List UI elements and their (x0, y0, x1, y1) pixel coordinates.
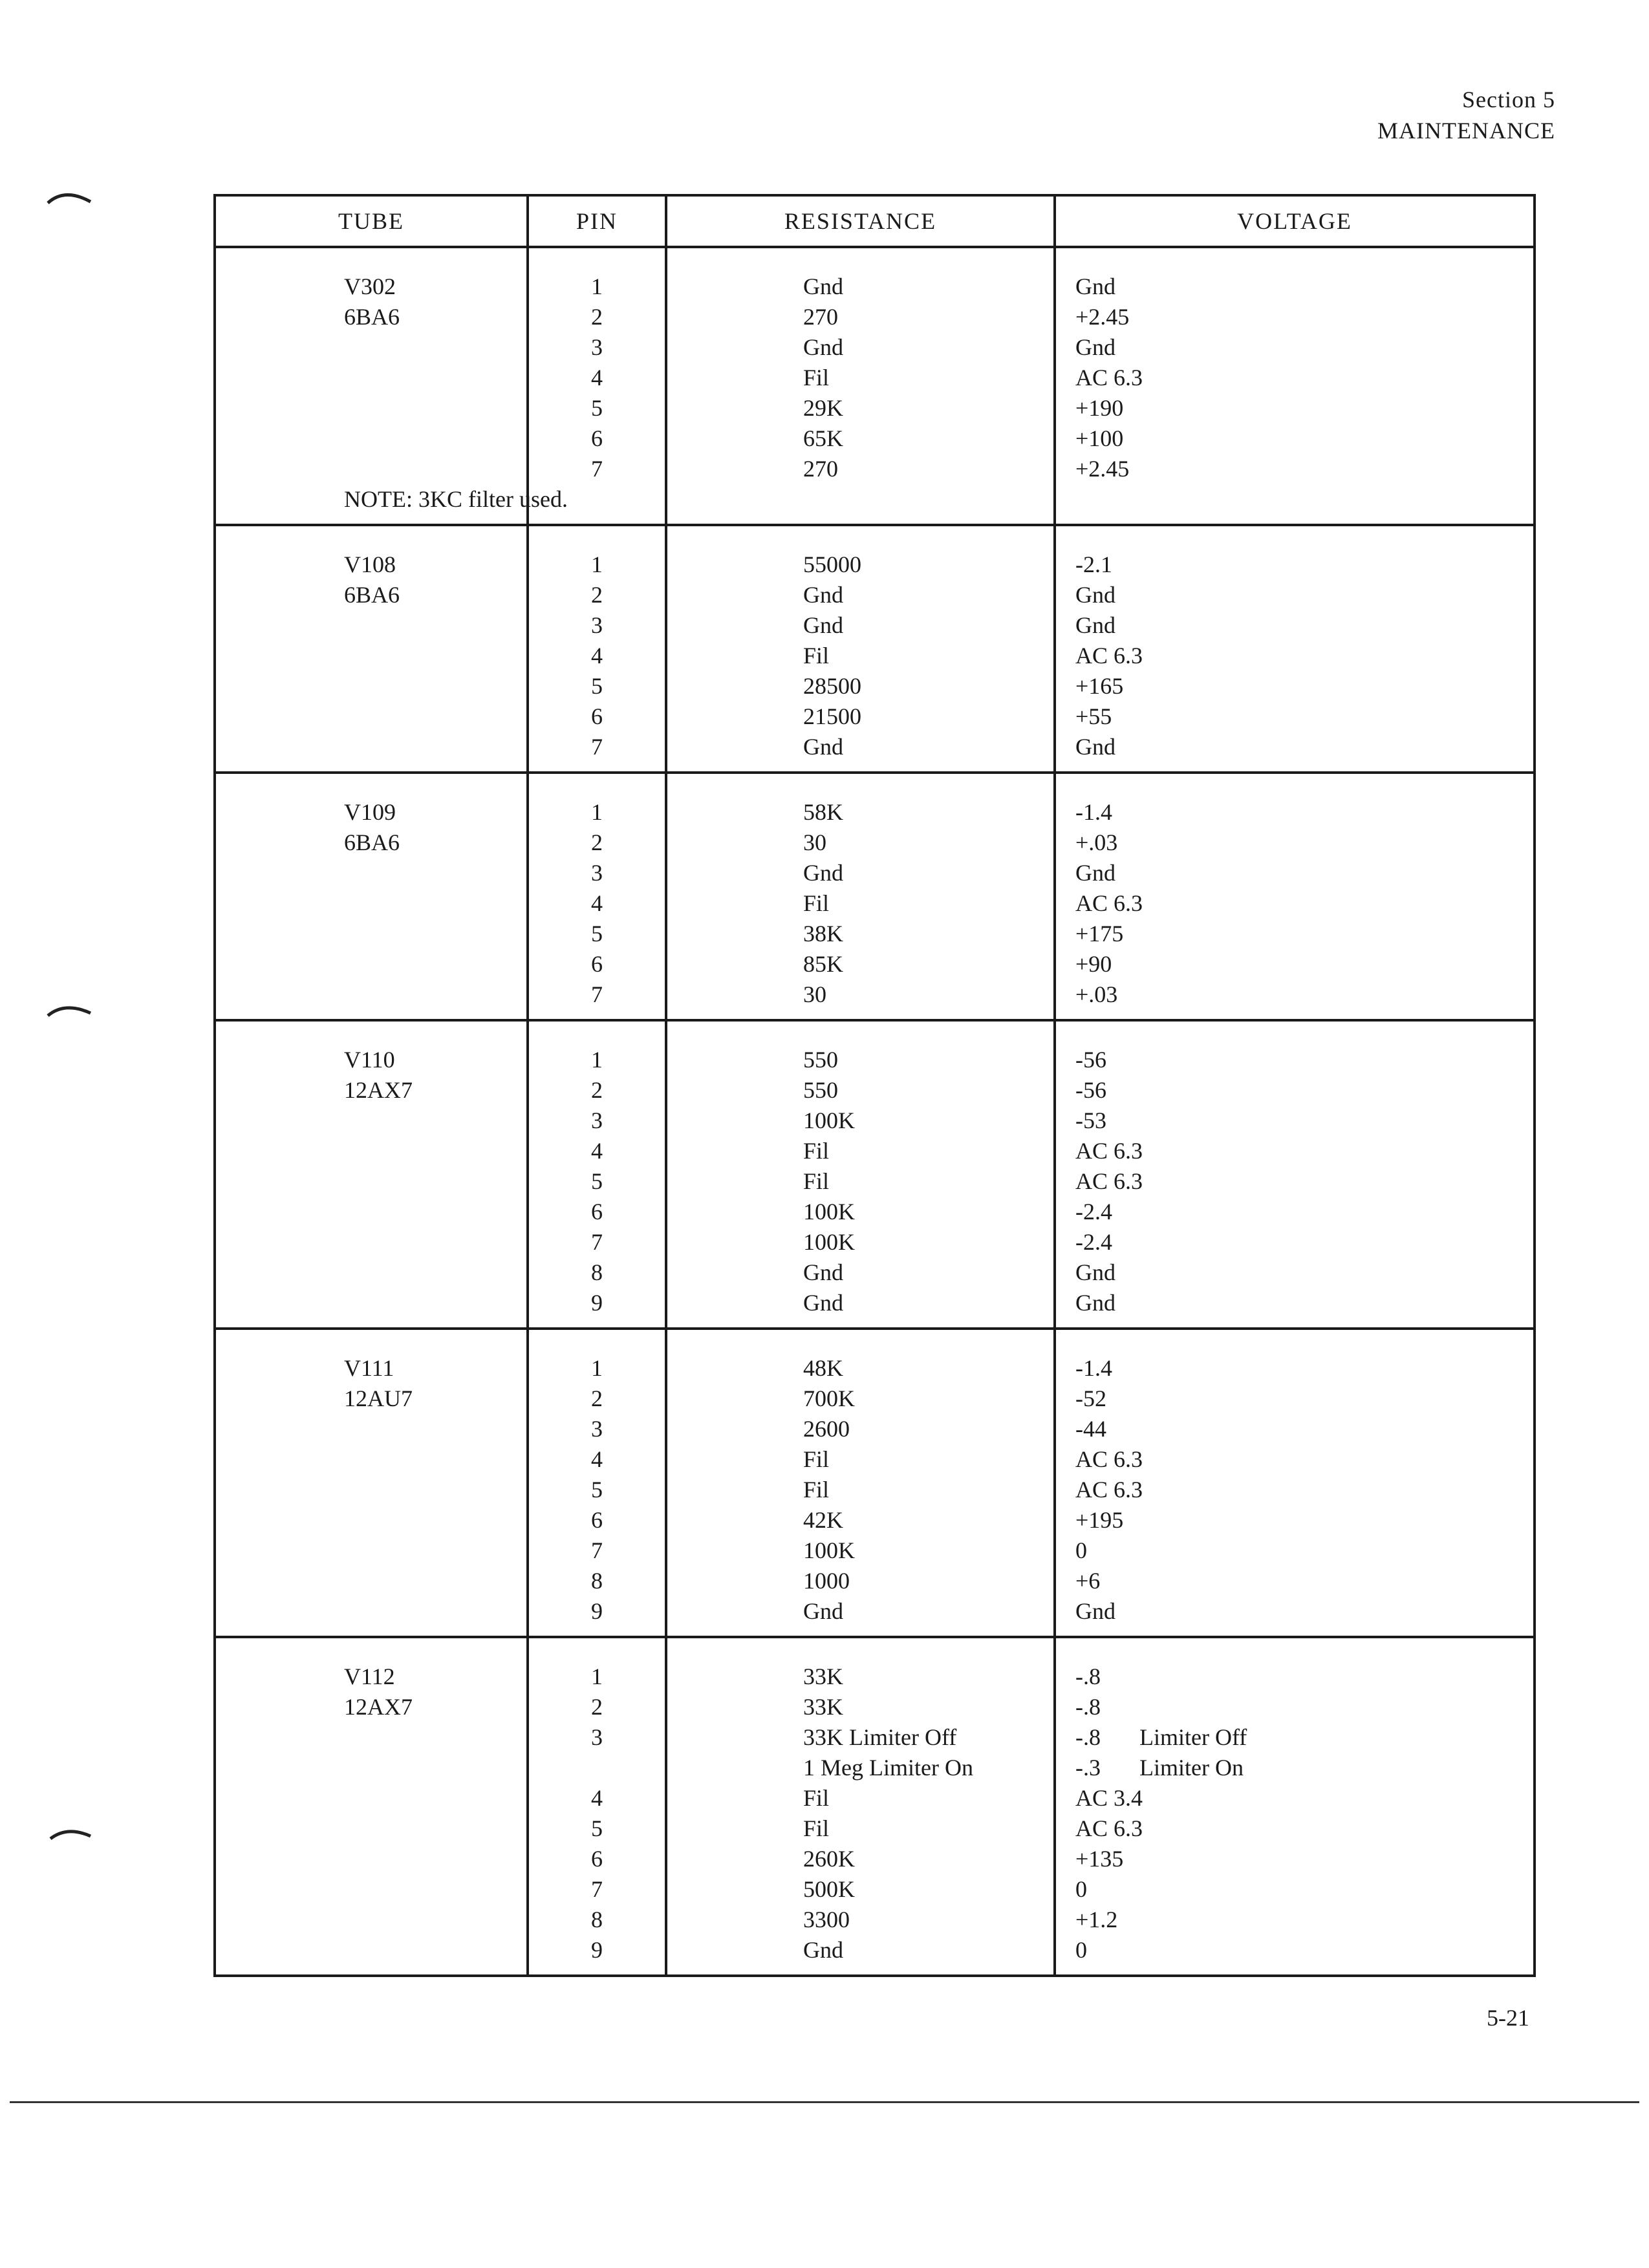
resistance-value: Fil (803, 1168, 830, 1194)
voltage-value: +190 (1075, 395, 1124, 421)
pin-value: 4 (591, 643, 603, 669)
voltage-value: 0 (1075, 1937, 1087, 1963)
tube-cell (215, 1020, 528, 1329)
tube-group-row (215, 1637, 1535, 1976)
tube-designation: V109 (344, 799, 396, 825)
pin-cell (528, 1329, 666, 1637)
punch-mark-3 (45, 1823, 97, 1843)
resistance-value: 29K (803, 395, 843, 421)
pin-value: 3 (591, 334, 603, 360)
pin-value: 4 (591, 1138, 603, 1164)
voltage-value: -1.4 (1075, 1355, 1112, 1381)
resistance-value: Gnd (803, 334, 843, 360)
pin-value: 1 (591, 273, 603, 299)
resistance-value: 30 (803, 829, 826, 855)
resistance-value: Fil (803, 365, 830, 390)
pin-value: 3 (591, 1416, 603, 1442)
tube-group-row (215, 247, 1535, 525)
tube-measurement-table (213, 194, 1536, 1977)
pin-cell (528, 1637, 666, 1976)
resistance-value: 550 (803, 1047, 838, 1073)
voltage-value: AC 6.3 (1075, 1446, 1143, 1472)
tube-type: 12AX7 (344, 1077, 413, 1103)
voltage-value: Gnd (1075, 860, 1116, 886)
resistance-value: 1 Meg Limiter On (803, 1755, 973, 1781)
resistance-value: Fil (803, 1815, 830, 1841)
section-title: MAINTENANCE (1377, 118, 1555, 144)
voltage-cell (1055, 773, 1535, 1020)
tube-designation: V302 (344, 273, 396, 299)
voltage-value: 0 (1075, 1876, 1087, 1902)
voltage-value: Gnd (1075, 334, 1116, 360)
voltage-value: Gnd (1075, 273, 1116, 299)
header-resistance: RESISTANCE (666, 195, 1055, 247)
resistance-value: 270 (803, 456, 838, 482)
voltage-cell (1055, 1637, 1535, 1976)
pin-value: 6 (591, 1507, 603, 1533)
voltage-value: +165 (1075, 673, 1124, 699)
resistance-value: Gnd (803, 860, 843, 886)
pin-value: 2 (591, 1694, 603, 1720)
resistance-value: Gnd (803, 1598, 843, 1624)
voltage-value: +.03 (1075, 829, 1118, 855)
voltage-value: AC 6.3 (1075, 1138, 1143, 1164)
voltage-condition: Limiter On (1139, 1755, 1244, 1781)
tube-group-row (215, 1329, 1535, 1637)
resistance-value: 38K (803, 921, 843, 947)
resistance-cell (666, 525, 1055, 773)
header-tube: TUBE (215, 195, 528, 247)
pin-value: 1 (591, 799, 603, 825)
voltage-value: -44 (1075, 1416, 1106, 1442)
pin-value: 9 (591, 1937, 603, 1963)
voltage-value: -2.4 (1075, 1229, 1112, 1255)
tube-type: 12AU7 (344, 1385, 413, 1411)
pin-value: 6 (591, 1199, 603, 1225)
resistance-cell (666, 1329, 1055, 1637)
pin-cell (528, 1020, 666, 1329)
pin-value: 9 (591, 1598, 603, 1624)
resistance-value: 65K (803, 425, 843, 451)
page-number: 5-21 (1487, 2005, 1529, 2031)
voltage-value: 0 (1075, 1537, 1087, 1563)
voltage-value: -56 (1075, 1047, 1106, 1073)
voltage-value: -2.4 (1075, 1199, 1112, 1225)
resistance-value: Fil (803, 890, 830, 916)
pin-value: 4 (591, 365, 603, 390)
tube-type: 12AX7 (344, 1694, 413, 1720)
resistance-value: 33K (803, 1664, 843, 1689)
resistance-value: 30 (803, 981, 826, 1007)
pin-value: 6 (591, 1846, 603, 1872)
page-header (1377, 84, 1555, 146)
tube-designation: V112 (344, 1664, 395, 1689)
pin-cell (528, 247, 666, 525)
voltage-value: -1.4 (1075, 799, 1112, 825)
resistance-value: Gnd (803, 273, 843, 299)
voltage-value: Gnd (1075, 612, 1116, 638)
pin-cell (528, 773, 666, 1020)
table-header-row (215, 195, 1535, 247)
resistance-value: 100K (803, 1199, 855, 1225)
voltage-value: -.8 (1075, 1664, 1101, 1689)
tube-cell (215, 247, 568, 525)
tube-group-row (215, 525, 1535, 773)
voltage-value: +.03 (1075, 981, 1118, 1007)
voltage-reading: -.8 (1075, 1724, 1101, 1750)
resistance-value: Gnd (803, 1937, 843, 1963)
voltage-value: Gnd (1075, 1598, 1116, 1624)
pin-value: 1 (591, 1047, 603, 1073)
voltage-reading: -.3 (1075, 1755, 1101, 1781)
resistance-value: 33K Limiter Off (803, 1724, 957, 1750)
pin-value: 3 (591, 1724, 603, 1750)
pin-value: 4 (591, 1785, 603, 1811)
voltage-value: Gnd (1075, 582, 1116, 608)
pin-value: 2 (591, 1077, 603, 1103)
resistance-value: 85K (803, 951, 843, 977)
voltage-cell (1055, 1020, 1535, 1329)
resistance-value: Fil (803, 643, 830, 669)
resistance-value: Gnd (803, 1290, 843, 1316)
resistance-cell (666, 1020, 1055, 1329)
resistance-value: 58K (803, 799, 843, 825)
resistance-value: 270 (803, 304, 838, 330)
resistance-value: Fil (803, 1138, 830, 1164)
pin-value: 5 (591, 921, 603, 947)
pin-value: 2 (591, 304, 603, 330)
resistance-value: 2600 (803, 1416, 850, 1442)
voltage-value: AC 6.3 (1075, 643, 1143, 669)
resistance-value: Gnd (803, 612, 843, 638)
pin-value: 7 (591, 1537, 603, 1563)
voltage-value: +6 (1075, 1568, 1101, 1594)
pin-value: 3 (591, 860, 603, 886)
voltage-value: +2.45 (1075, 304, 1130, 330)
punch-mark-1 (45, 187, 97, 207)
voltage-value: AC 6.3 (1075, 365, 1143, 390)
pin-value: 1 (591, 1664, 603, 1689)
voltage-value: +135 (1075, 1846, 1124, 1872)
tube-type: 6BA6 (344, 829, 400, 855)
pin-value: 3 (591, 612, 603, 638)
pin-value: 5 (591, 1477, 603, 1503)
header-pin: PIN (528, 195, 666, 247)
resistance-value: 550 (803, 1077, 838, 1103)
pin-value: 1 (591, 1355, 603, 1381)
voltage-cell (1055, 1329, 1535, 1637)
tube-cell (215, 1329, 528, 1637)
voltage-condition: Limiter Off (1139, 1724, 1247, 1750)
tube-cell (215, 773, 528, 1020)
voltage-value: +1.2 (1075, 1907, 1118, 1932)
resistance-value: 21500 (803, 703, 861, 729)
resistance-value: 33K (803, 1694, 843, 1720)
tube-designation: V110 (344, 1047, 395, 1073)
pin-value: 1 (591, 551, 603, 577)
voltage-value: +195 (1075, 1507, 1124, 1533)
voltage-value: -56 (1075, 1077, 1106, 1103)
voltage-value: AC 6.3 (1075, 1815, 1143, 1841)
section-label: Section 5 (1462, 87, 1555, 112)
maintenance-table-wrap (213, 194, 1536, 1977)
voltage-value (1075, 1722, 1533, 1753)
resistance-value: Gnd (803, 582, 843, 608)
resistance-value: Gnd (803, 734, 843, 760)
pin-value: 7 (591, 456, 603, 482)
tube-group-row (215, 1020, 1535, 1329)
pin-value: 8 (591, 1259, 603, 1285)
resistance-value: 700K (803, 1385, 855, 1411)
voltage-value: AC 6.3 (1075, 890, 1143, 916)
voltage-value: AC 6.3 (1075, 1168, 1143, 1194)
voltage-value: AC 3.4 (1075, 1785, 1143, 1811)
resistance-value: 28500 (803, 673, 861, 699)
pin-value: 7 (591, 734, 603, 760)
voltage-value (1075, 1753, 1533, 1783)
bottom-rule (10, 2101, 1639, 2103)
resistance-value: Gnd (803, 1259, 843, 1285)
resistance-value: 42K (803, 1507, 843, 1533)
tube-group-row (215, 773, 1535, 1020)
resistance-value: Fil (803, 1446, 830, 1472)
pin-value: 7 (591, 981, 603, 1007)
pin-value: 8 (591, 1568, 603, 1594)
pin-value: 6 (591, 425, 603, 451)
tube-type: 6BA6 (344, 304, 400, 330)
tube-type: 6BA6 (344, 582, 400, 608)
resistance-cell (666, 773, 1055, 1020)
voltage-value: -53 (1075, 1107, 1106, 1133)
resistance-value: Fil (803, 1785, 830, 1811)
pin-value: 7 (591, 1876, 603, 1902)
pin-value: 4 (591, 890, 603, 916)
pin-value (530, 1753, 664, 1783)
pin-value: 5 (591, 1815, 603, 1841)
resistance-cell (666, 247, 1055, 525)
pin-value: 2 (591, 1385, 603, 1411)
voltage-value: +2.45 (1075, 456, 1130, 482)
voltage-value: AC 6.3 (1075, 1477, 1143, 1503)
voltage-value: Gnd (1075, 1290, 1116, 1316)
voltage-cell (1055, 525, 1535, 773)
resistance-cell (666, 1637, 1055, 1976)
punch-mark-2 (45, 999, 97, 1018)
pin-value: 2 (591, 829, 603, 855)
tube-designation: V108 (344, 551, 396, 577)
resistance-value: 100K (803, 1107, 855, 1133)
pin-value: 4 (591, 1446, 603, 1472)
resistance-value: 48K (803, 1355, 843, 1381)
pin-value: 2 (591, 582, 603, 608)
voltage-value: +100 (1075, 425, 1124, 451)
voltage-value: -52 (1075, 1385, 1106, 1411)
voltage-value: +175 (1075, 921, 1124, 947)
pin-value: 5 (591, 395, 603, 421)
resistance-value: 100K (803, 1537, 855, 1563)
voltage-value: -.8 (1075, 1694, 1101, 1720)
resistance-value: 500K (803, 1876, 855, 1902)
voltage-value: +55 (1075, 703, 1112, 729)
tube-designation: V111 (344, 1355, 394, 1381)
pin-value: 5 (591, 1168, 603, 1194)
resistance-value: 260K (803, 1846, 855, 1872)
header-voltage: VOLTAGE (1055, 195, 1535, 247)
pin-cell (528, 525, 666, 773)
pin-value: 7 (591, 1229, 603, 1255)
resistance-value: Fil (803, 1477, 830, 1503)
pin-value: 9 (591, 1290, 603, 1316)
voltage-value: Gnd (1075, 734, 1116, 760)
filter-note: NOTE: 3KC filter used. (344, 486, 568, 512)
pin-value: 3 (591, 1107, 603, 1133)
resistance-value: 100K (803, 1229, 855, 1255)
pin-value: 8 (591, 1907, 603, 1932)
voltage-cell (1055, 247, 1535, 525)
resistance-value: 1000 (803, 1568, 850, 1594)
voltage-value: Gnd (1075, 1259, 1116, 1285)
voltage-value: -2.1 (1075, 551, 1112, 577)
resistance-value: 55000 (803, 551, 861, 577)
voltage-value: +90 (1075, 951, 1112, 977)
pin-value: 6 (591, 951, 603, 977)
pin-value: 5 (591, 673, 603, 699)
resistance-value: 3300 (803, 1907, 850, 1932)
pin-value: 6 (591, 703, 603, 729)
tube-cell (215, 525, 528, 773)
tube-cell (215, 1637, 528, 1976)
